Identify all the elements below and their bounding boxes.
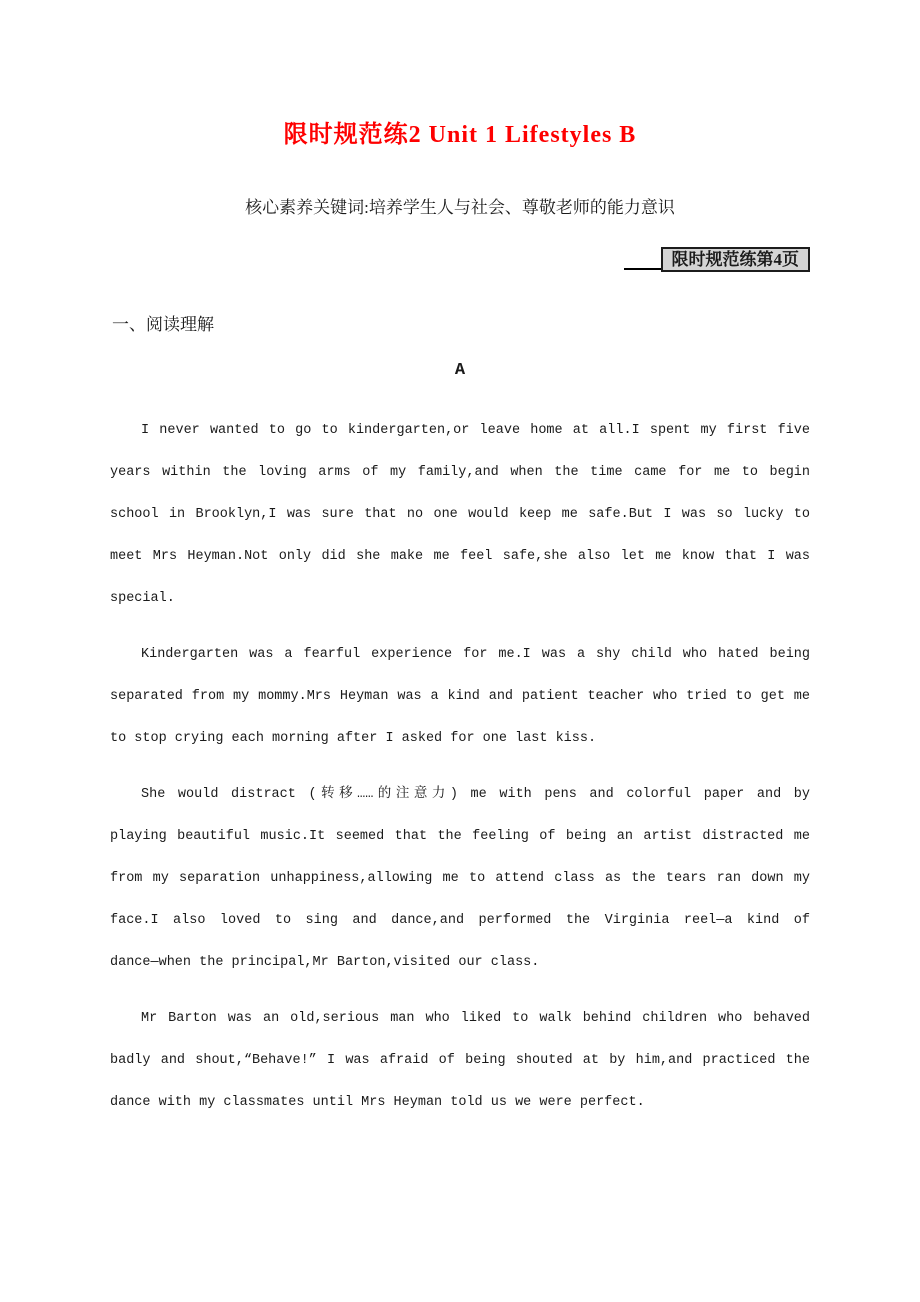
passage-text-line: dance—when the principal,Mr Barton,visited our class.: [110, 955, 540, 970]
page-badge-row: [110, 247, 810, 272]
core-competency-subtitle: 核心素养关键词:培养学生人与社会、尊敬老师的能力意识: [245, 198, 675, 217]
passage-text-line: meet Mrs Heyman.Not only did she make me feel safe,she also let me know that I was: [110, 549, 810, 564]
passage-paragraph: [110, 634, 810, 760]
passage-text-line: years within the loving arms of my family,and when the time came for me to begin: [110, 465, 810, 480]
passage-text-line: face.I also loved to sing and dance,and performed the Virginia reel—a kind of: [110, 913, 810, 928]
passage-text-line: dance with my classmates until Mrs Heyman told us we were perfect.: [110, 1095, 645, 1110]
passage-text-line: Mr Barton was an old,serious man who liked to walk behind children who behaved: [141, 1011, 810, 1026]
passage-text-line: from my separation unhappiness,allowing me to attend class as the tears ran down my: [110, 871, 810, 886]
passage-text-line: separated from my mommy.Mrs Heyman was a kind and patient teacher who tried to get me: [110, 689, 810, 704]
passage-label: A: [454, 361, 466, 380]
passage-paragraph: [110, 410, 810, 620]
reading-passage: [110, 410, 810, 1124]
passage-paragraph: [110, 774, 810, 984]
badge-leader-line: [624, 268, 661, 270]
page-number-badge: 限时规范练第4页: [661, 247, 811, 272]
passage-text-line: She would distract (转移……的注意力) me with pens and colorful paper and by: [141, 787, 810, 802]
passage-text-line: school in Brooklyn,I was sure that no one would keep me safe.But I was so lucky to: [110, 507, 810, 522]
page-title: 限时规范练2 Unit 1 Lifestyles B: [283, 122, 637, 148]
passage-text-line: special.: [110, 591, 175, 606]
passage-text-line: Kindergarten was a fearful experience for me.I was a shy child who hated being: [141, 647, 810, 662]
passage-text-line: playing beautiful music.It seemed that the feeling of being an artist distracted me: [110, 829, 810, 844]
passage-paragraph: [110, 998, 810, 1124]
passage-text-line: badly and shout,“Behave!” I was afraid of being shouted at by him,and practiced the: [110, 1053, 810, 1068]
section-heading-reading-comprehension: 一、阅读理解: [112, 315, 214, 334]
passage-text-line: I never wanted to go to kindergarten,or leave home at all.I spent my first five: [141, 423, 810, 438]
passage-text-line: to stop crying each morning after I asked for one last kiss.: [110, 731, 597, 746]
